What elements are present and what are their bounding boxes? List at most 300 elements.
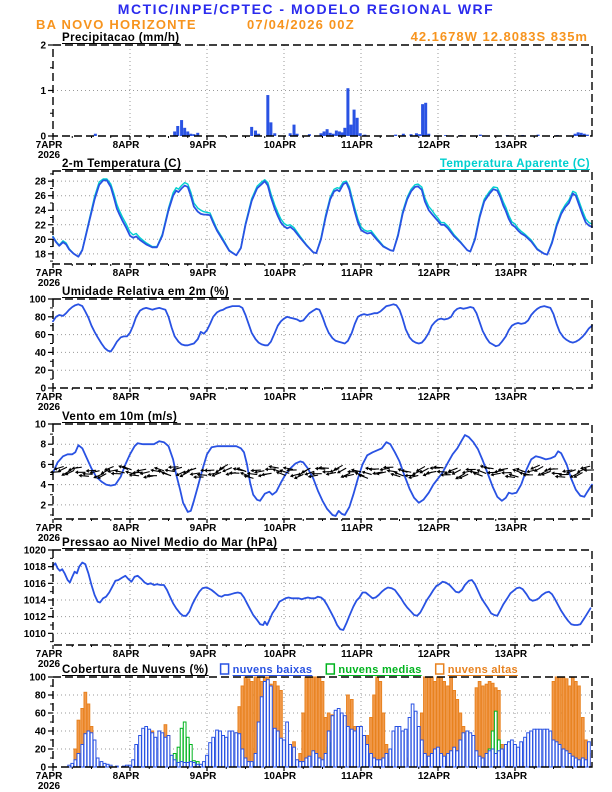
cloud-bar	[568, 754, 571, 768]
cloud-bar	[456, 751, 459, 767]
cloud-bar	[404, 729, 407, 767]
x-date-label: 13APR	[494, 649, 528, 660]
wind-arrow-head	[265, 467, 268, 471]
precip-bar	[180, 120, 183, 136]
cloud-bar	[77, 754, 80, 768]
cloud-bar	[212, 737, 215, 767]
cloud-bar	[514, 745, 517, 768]
wind-arrow-head	[365, 467, 368, 471]
cloud-bar	[497, 751, 500, 767]
cloud-bar	[353, 731, 356, 767]
legend-label: nuvens baixas	[232, 664, 313, 676]
cloud-bar	[81, 745, 84, 768]
series-line	[53, 304, 592, 351]
cloud-bar	[443, 682, 446, 768]
cloud-bar	[276, 731, 279, 767]
cloud-bar	[142, 728, 145, 767]
x-year-label: 2026	[37, 150, 61, 161]
cloud-bar	[536, 729, 539, 767]
cloud-bar	[308, 677, 311, 767]
cloud-bar	[257, 722, 260, 767]
cloud-bar	[299, 762, 302, 767]
x-date-label: 9APR	[189, 392, 217, 403]
cloud-bar	[337, 709, 340, 768]
series-line	[53, 563, 591, 631]
cloud-bar	[318, 758, 321, 767]
cloud-bar	[135, 745, 138, 768]
cloud-bar	[318, 677, 321, 767]
x-date-label: 12APR	[417, 392, 451, 403]
cloud-bar	[411, 704, 414, 767]
panel-title: 2-m Temperatura (C)	[62, 158, 182, 170]
cloud-bar	[478, 682, 481, 768]
cloud-bar	[558, 745, 561, 768]
panel-precipitation	[36, 32, 592, 161]
series-line	[53, 180, 592, 256]
cloud-bar	[507, 742, 510, 767]
x-year-label: 2026	[37, 659, 61, 670]
cloud-bar	[360, 727, 363, 768]
x-date-label: 8APR	[112, 771, 140, 782]
precip-bar	[356, 118, 359, 136]
y-tick-label: 80	[34, 312, 46, 324]
cloud-bar	[347, 727, 350, 768]
panel-cloud-cover	[29, 664, 592, 792]
precip-bar	[349, 125, 352, 136]
y-tick-label: 0	[40, 383, 46, 395]
x-date-label: 9APR	[189, 140, 217, 151]
cloud-bar	[379, 760, 382, 767]
x-date-label: 10APR	[263, 140, 297, 151]
cloud-bar	[562, 749, 565, 767]
precip-bar	[574, 134, 577, 136]
wind-arrow-head	[111, 472, 114, 476]
x-date-label: 8APR	[112, 649, 140, 660]
wind-arrow-head	[437, 470, 440, 474]
wind-arrow-head	[86, 469, 89, 473]
cloud-bar	[93, 740, 96, 767]
cloud-bar	[373, 758, 376, 767]
cloud-bar	[539, 729, 542, 767]
y-tick-label: 20	[34, 744, 46, 756]
station-name: BA NOVO HORIZONTE	[36, 17, 197, 32]
cloud-bar	[158, 731, 161, 767]
wind-arrow-head	[204, 469, 207, 473]
cloud-bar	[370, 754, 373, 768]
x-date-label: 12APR	[417, 649, 451, 660]
y-tick-label: 60	[34, 708, 46, 720]
wind-arrow-head	[580, 466, 584, 470]
cloud-bar	[462, 733, 465, 767]
cloud-bar	[244, 758, 247, 767]
cloud-bar	[321, 682, 324, 768]
x-date-label: 11APR	[341, 392, 373, 403]
legend-label: nuvens altas	[447, 664, 518, 676]
cloud-bar	[574, 758, 577, 767]
x-date-label: 12APR	[417, 140, 451, 151]
wind-arrow-head	[268, 465, 272, 469]
wind-arrow-head	[501, 471, 504, 475]
x-date-label: 9APR	[189, 523, 217, 534]
cloud-bar	[331, 716, 334, 767]
cloud-bar	[209, 743, 212, 767]
x-date-label: 12APR	[417, 523, 451, 534]
precip-bar	[479, 135, 482, 136]
cloud-bar	[385, 754, 388, 768]
cloud-bar	[173, 760, 176, 767]
cloud-bar	[430, 754, 433, 768]
x-date-label: 8APR	[112, 523, 140, 534]
cloud-bar	[357, 727, 360, 768]
wind-arrow-head	[283, 466, 287, 470]
precip-bar	[421, 104, 424, 136]
cloud-bar	[475, 751, 478, 767]
y-tick-label: 8	[40, 439, 46, 451]
wind-arrow-head	[136, 469, 140, 473]
wind-arrow-head	[465, 468, 468, 472]
cloud-bar	[139, 736, 142, 768]
precip-bar	[176, 126, 179, 136]
cloud-bar	[481, 758, 484, 767]
cloud-bar	[305, 677, 308, 767]
cloud-bar	[437, 747, 440, 767]
precip-bar	[418, 134, 421, 136]
cloud-bar	[145, 727, 148, 768]
cloud-bar	[379, 682, 382, 768]
cloud-bar	[417, 727, 420, 768]
cloud-bar	[286, 722, 289, 767]
cloud-bar	[478, 756, 481, 767]
cloud-bar	[524, 737, 527, 767]
panel-title: Umidade Relativa em 2m (%)	[62, 286, 229, 298]
cloud-bar	[250, 682, 253, 768]
cloud-bar	[231, 731, 234, 767]
cloud-bar	[225, 737, 228, 767]
location-coordinates: 42.1678W 12.8083S 835m	[410, 29, 588, 44]
wind-arrow-head	[505, 475, 508, 479]
x-date-label: 7APR	[35, 771, 63, 782]
cloud-bar	[581, 758, 584, 767]
wind-arrow-head	[250, 469, 253, 473]
cloud-bar	[334, 710, 337, 767]
cloud-bar	[571, 756, 574, 767]
cloud-bar	[424, 754, 427, 768]
legend-swatch	[221, 664, 229, 674]
cloud-bar	[427, 756, 430, 767]
wind-arrow-head	[258, 474, 262, 478]
x-date-label: 13APR	[494, 392, 528, 403]
cloud-bar	[254, 754, 257, 768]
cloud-bar	[481, 686, 484, 767]
x-date-label: 12APR	[417, 771, 451, 782]
x-year-label: 2026	[37, 278, 61, 289]
cloud-bar	[154, 737, 157, 767]
cloud-bar	[552, 740, 555, 767]
legend-swatch	[326, 664, 334, 674]
x-date-label: 10APR	[263, 392, 297, 403]
wind-arrow-head	[433, 465, 436, 469]
cloud-bar	[315, 754, 318, 768]
cloud-bar	[546, 729, 549, 767]
cloud-bar	[321, 760, 324, 767]
cloud-bar	[459, 740, 462, 767]
y-tick-label: 100	[29, 294, 46, 306]
cloud-bar	[263, 682, 266, 768]
y-tick-label: 2	[40, 40, 46, 52]
cloud-bar	[90, 733, 93, 767]
x-date-label: 8APR	[112, 268, 140, 279]
cloud-bar	[270, 686, 273, 767]
y-tick-label: 1012	[23, 612, 46, 624]
wind-arrow-head	[193, 475, 196, 479]
precip-bar	[183, 128, 186, 136]
x-date-label: 7APR	[35, 140, 63, 151]
cloud-bar	[440, 754, 443, 768]
wind-arrow-head	[347, 470, 350, 474]
cloud-bar	[164, 737, 167, 767]
cloud-bar	[216, 730, 219, 767]
cloud-bar	[170, 755, 173, 767]
cloud-bar	[392, 731, 395, 767]
cloud-bar	[578, 686, 581, 767]
cloud-bar	[466, 731, 469, 767]
model-title: MCTIC/INPE/CPTEC - MODELO REGIONAL WRF	[117, 1, 495, 17]
x-date-label: 7APR	[35, 523, 63, 534]
wind-arrow-head	[75, 470, 78, 474]
y-tick-label: 0	[40, 131, 46, 143]
cloud-bar	[247, 679, 250, 767]
cloud-bar	[203, 762, 206, 767]
panel-frame	[53, 171, 592, 264]
wind-arrow-head	[387, 469, 391, 473]
wind-arrow-head	[225, 472, 229, 476]
wind-arrow-head	[165, 469, 169, 473]
precip-bar	[326, 129, 329, 136]
cloud-bar	[530, 731, 533, 767]
x-date-label: 7APR	[35, 392, 63, 403]
wind-arrow-head	[322, 470, 325, 474]
cloud-bar	[504, 745, 507, 768]
x-date-label: 9APR	[189, 771, 217, 782]
cloud-bar	[517, 747, 520, 767]
cloud-bar	[266, 680, 269, 767]
precip-bar	[254, 131, 257, 136]
wind-arrow-head	[79, 474, 82, 478]
cloud-bar	[132, 760, 135, 767]
x-date-label: 8APR	[112, 392, 140, 403]
y-tick-label: 80	[34, 690, 46, 702]
y-tick-label: 1016	[23, 578, 46, 590]
cloud-bar	[235, 733, 238, 767]
y-tick-label: 22	[34, 220, 46, 232]
cloud-bar	[533, 729, 536, 767]
cloud-bar	[250, 762, 253, 767]
cloud-bar	[571, 677, 574, 767]
cloud-bar	[206, 755, 209, 767]
precip-bar	[335, 131, 338, 136]
cloud-bar	[414, 711, 417, 767]
wind-arrow-head	[429, 466, 432, 470]
cloud-bar	[244, 677, 247, 767]
cloud-bar	[363, 736, 366, 768]
cloud-bar	[228, 731, 231, 767]
cloud-bar	[408, 718, 411, 768]
cloud-bar	[398, 727, 401, 768]
y-tick-label: 40	[34, 347, 46, 359]
cloud-bar	[343, 716, 346, 767]
cloud-bar	[241, 749, 244, 767]
panel-frame	[53, 550, 592, 645]
cloud-bar	[453, 747, 456, 767]
precip-bar	[586, 135, 589, 136]
cloud-bar	[327, 731, 330, 767]
cloud-bar	[189, 762, 192, 767]
cloud-bar	[501, 749, 504, 767]
panel-title-right: Temperatura Aparente (C)	[439, 158, 590, 170]
x-date-label: 10APR	[263, 523, 297, 534]
panel-relative-humidity-2m	[29, 286, 592, 413]
cloud-bar	[293, 747, 296, 767]
y-tick-label: 40	[34, 726, 46, 738]
cloud-bar	[443, 756, 446, 767]
y-tick-label: 20	[34, 365, 46, 377]
cloud-bar	[420, 740, 423, 767]
y-tick-label: 20	[34, 234, 46, 246]
cloud-bar	[382, 758, 385, 767]
wind-arrow-head	[233, 467, 237, 471]
precip-bar	[343, 128, 346, 136]
wind-arrow-head	[562, 469, 566, 473]
cloud-bar	[324, 754, 327, 768]
precip-bar	[353, 110, 356, 136]
x-date-label: 10APR	[263, 268, 297, 279]
panel-title: Pressao ao Nivel Medio do Mar (hPa)	[62, 537, 278, 549]
precip-bar	[293, 125, 296, 136]
wind-arrow-head	[551, 471, 554, 475]
wind-arrow-head	[168, 465, 171, 469]
precip-bar	[346, 88, 349, 136]
x-date-label: 11APR	[341, 268, 373, 279]
wind-arrow-head	[243, 475, 247, 479]
x-date-label: 11APR	[341, 649, 373, 660]
cloud-bar	[488, 751, 491, 767]
wind-arrow-head	[150, 469, 154, 473]
y-tick-label: 2	[40, 500, 46, 512]
cloud-bar	[273, 728, 276, 767]
y-tick-label: 1018	[23, 562, 46, 574]
cloud-bar	[100, 762, 103, 767]
cloud-bar	[84, 734, 87, 767]
precip-bar	[94, 134, 97, 136]
x-date-label: 11APR	[341, 771, 373, 782]
wind-arrow-head	[208, 472, 212, 476]
cloud-bar	[302, 762, 305, 767]
precip-bar	[250, 127, 253, 136]
cloud-bar	[151, 733, 154, 767]
x-date-label: 9APR	[189, 268, 217, 279]
cloud-bar	[183, 722, 186, 767]
cloud-bar	[296, 760, 299, 767]
x-date-label: 12APR	[417, 268, 451, 279]
panel-frame	[53, 299, 592, 388]
cloud-bar	[180, 762, 183, 767]
x-date-label: 13APR	[494, 523, 528, 534]
cloud-bar	[87, 731, 90, 767]
wind-arrow-head	[290, 474, 294, 478]
cloud-bar	[584, 760, 587, 767]
legend-swatch	[436, 664, 444, 674]
cloud-bar	[565, 751, 568, 767]
y-tick-label: 0	[40, 762, 46, 774]
precip-bar	[359, 133, 362, 136]
cloud-bar	[161, 733, 164, 767]
cloud-bar	[222, 736, 225, 768]
x-date-label: 9APR	[189, 649, 217, 660]
wind-arrow-head	[462, 471, 466, 475]
panel-title: Cobertura de Nuvens (%)	[62, 664, 209, 676]
y-tick-label: 4	[40, 480, 46, 492]
cloud-bar	[283, 740, 286, 767]
y-tick-label: 24	[34, 205, 46, 217]
cloud-bar	[389, 749, 392, 767]
x-date-label: 8APR	[112, 140, 140, 151]
wind-arrow-head	[125, 470, 129, 474]
panel-mean-sea-level-pressure	[24, 537, 592, 670]
wind-arrow-head	[555, 475, 558, 479]
cloud-bar	[74, 760, 77, 767]
x-year-label: 2026	[37, 402, 61, 413]
precip-bar	[394, 135, 397, 136]
wind-arrow-head	[379, 468, 382, 472]
y-tick-label: 6	[40, 459, 46, 471]
cloud-bar	[450, 751, 453, 767]
cloud-bar	[96, 758, 99, 767]
cloud-bar	[366, 745, 369, 768]
wind-arrows	[50, 464, 594, 479]
wind-arrow-head	[143, 475, 146, 479]
x-date-label: 10APR	[263, 649, 297, 660]
wind-arrow-head	[326, 472, 330, 476]
y-tick-label: 10	[34, 419, 46, 431]
cloud-bar	[260, 697, 263, 767]
cloud-bar	[219, 731, 222, 767]
cloud-bar	[511, 740, 514, 767]
cloud-bar	[373, 695, 376, 767]
x-date-label: 10APR	[263, 771, 297, 782]
y-tick-label: 1014	[23, 595, 46, 607]
cloud-bar	[106, 764, 109, 767]
cloud-bar	[485, 754, 488, 768]
cloud-bar	[177, 763, 180, 768]
cloud-bar	[305, 758, 308, 767]
wind-arrow-head	[372, 471, 376, 475]
cloud-bar	[376, 677, 379, 767]
wind-arrow-head	[308, 475, 312, 479]
panel-title: Precipitacao (mm/h)	[62, 32, 180, 44]
cloud-bar	[247, 762, 250, 767]
cloud-bar	[129, 765, 132, 767]
cloud-bar	[238, 734, 241, 767]
wind-arrow-head	[490, 473, 494, 477]
cloud-bar	[543, 729, 546, 767]
cloud-bar	[302, 713, 305, 767]
y-tick-label: 26	[34, 191, 46, 203]
precip-bar	[269, 122, 272, 136]
x-date-label: 7APR	[35, 649, 63, 660]
x-year-label: 2026	[37, 781, 61, 792]
y-tick-label: 18	[34, 249, 46, 261]
panel-title: Vento em 10m (m/s)	[62, 411, 178, 423]
